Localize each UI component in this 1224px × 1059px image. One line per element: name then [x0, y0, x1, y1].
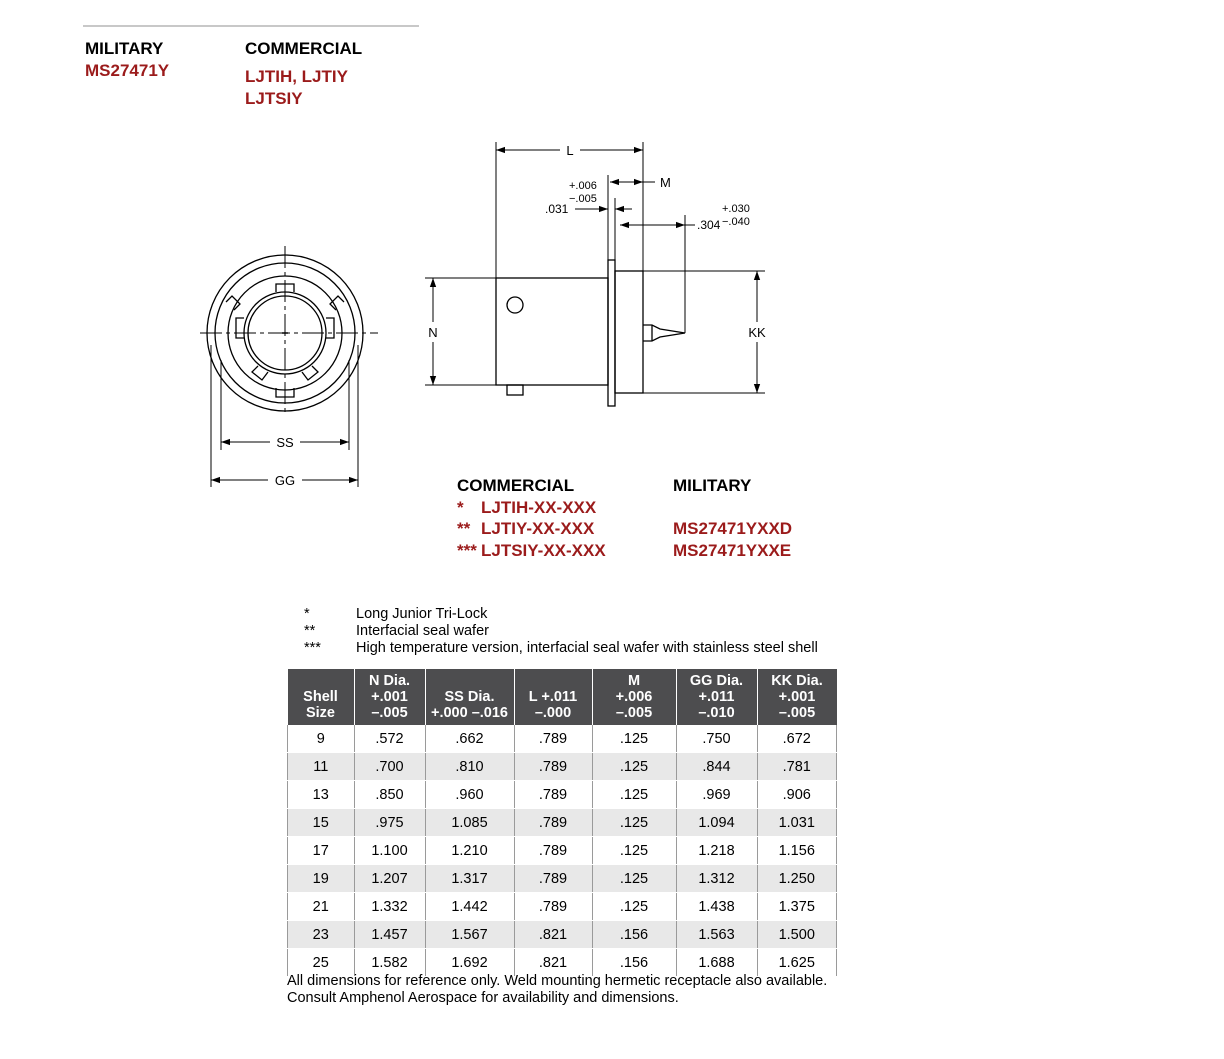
footnote-2-mark: ** [304, 623, 316, 639]
pn-row-2-stars: ** [457, 519, 471, 538]
pn-row-1-commercial: LJTIH-XX-XXX [481, 498, 597, 517]
pn-row-3-stars: *** [457, 541, 477, 560]
footnote-3-text: High temperature version, interfacial seal wafer with stainless steel shell [356, 640, 818, 656]
table-cell: .700 [354, 753, 425, 781]
pn-row-1-stars: * [457, 498, 464, 517]
table-cell: .125 [592, 893, 676, 921]
header-text: Shell [303, 689, 338, 705]
table-cell: .821 [514, 949, 592, 977]
header-text: N Dia. [368, 673, 411, 689]
table-cell: .850 [354, 781, 425, 809]
table-cell: .156 [592, 949, 676, 977]
table-cell: .789 [514, 725, 592, 753]
dim-m-label: M [660, 175, 671, 190]
table-cell: 1.438 [676, 893, 757, 921]
header-text: –.010 [698, 705, 735, 721]
note-line-1: All dimensions for reference only. Weld mounting hermetic receptacle also available. [287, 973, 828, 989]
table-row [288, 865, 837, 893]
table-cell: .789 [514, 837, 592, 865]
pn-row-2-military: MS27471YXXD [673, 519, 793, 538]
table-cell: .789 [514, 809, 592, 837]
table-cell: .125 [592, 781, 676, 809]
header-text: SS Dia. [444, 689, 495, 705]
table-cell: 1.332 [354, 893, 425, 921]
table-cell: 13 [288, 781, 355, 809]
table-cell: 1.250 [757, 865, 837, 893]
header-text: L +.011 [528, 689, 578, 705]
pn-row-3-commercial: LJTSIY-XX-XXX [481, 541, 606, 560]
pn-commercial-label: COMMERCIAL [457, 476, 575, 495]
table-cell: 1.031 [757, 809, 837, 837]
table-header-row [288, 669, 837, 725]
col-n-dia [354, 669, 425, 725]
table-cell: 1.207 [354, 865, 425, 893]
col-kk-dia [757, 669, 837, 725]
dim-l-label: L [566, 143, 574, 158]
table-cell: 15 [288, 809, 355, 837]
table-cell: 1.500 [757, 921, 837, 949]
footnote-2-text: Interfacial seal wafer [356, 623, 489, 639]
table-cell: 11 [288, 753, 355, 781]
table-cell: .821 [514, 921, 592, 949]
footnote-3-mark: *** [304, 640, 321, 656]
table-cell: 1.156 [757, 837, 837, 865]
table-cell: .781 [757, 753, 837, 781]
tol-031-plus: +.006 [569, 180, 597, 192]
table-body [288, 725, 837, 977]
tol-304-plus: +.030 [722, 203, 750, 215]
table-cell: 1.094 [676, 809, 757, 837]
tol-304-minus: −.040 [722, 216, 750, 228]
table-cell: .750 [676, 725, 757, 753]
header-text: –.005 [371, 705, 408, 721]
header-text: –.005 [778, 705, 816, 721]
table-cell: .156 [592, 921, 676, 949]
header-text: +.001 [371, 689, 408, 705]
col-shell-size [288, 669, 355, 725]
table-row [288, 781, 837, 809]
table-cell: .672 [757, 725, 837, 753]
table-cell: .789 [514, 893, 592, 921]
table-row [288, 753, 837, 781]
table-cell: .789 [514, 753, 592, 781]
table-cell: .125 [592, 809, 676, 837]
table-cell: 1.567 [425, 921, 514, 949]
table-cell: .969 [676, 781, 757, 809]
header-commercial-label: COMMERCIAL [245, 39, 363, 58]
footnote-1-text: Long Junior Tri-Lock [356, 606, 488, 622]
table-cell: 1.457 [354, 921, 425, 949]
table-cell: 1.582 [354, 949, 425, 977]
dim-kk-label: KK [748, 325, 766, 340]
footnote-1-mark: * [304, 606, 310, 622]
table-cell: 1.563 [676, 921, 757, 949]
header-text: GG Dia. [689, 673, 744, 689]
dim-gg-label: GG [274, 473, 296, 488]
table-cell: 1.692 [425, 949, 514, 977]
table-cell: .125 [592, 865, 676, 893]
table-row [288, 809, 837, 837]
tol-031-minus: −.005 [569, 193, 597, 205]
dim-031-value: .031 [545, 202, 569, 216]
col-m [592, 669, 676, 725]
dim-304-value: .304 [697, 218, 721, 232]
pn-row-2-commercial: LJTIY-XX-XXX [481, 519, 595, 538]
table-cell: 1.688 [676, 949, 757, 977]
pn-military-label: MILITARY [673, 476, 752, 495]
table-row [288, 725, 837, 753]
pn-row-3-military: MS27471YXXE [673, 541, 792, 560]
table-cell: 1.442 [425, 893, 514, 921]
table-cell: 1.312 [676, 865, 757, 893]
header-military-part: MS27471Y [85, 61, 170, 80]
table-cell: 1.375 [757, 893, 837, 921]
header-text: +.000 –.016 [430, 705, 508, 721]
header-text: +.001 [778, 689, 816, 705]
table-cell: 23 [288, 921, 355, 949]
table-row [288, 921, 837, 949]
table-cell: 1.085 [425, 809, 514, 837]
table-cell: .125 [592, 837, 676, 865]
table-cell: .844 [676, 753, 757, 781]
header-text: KK Dia. [771, 673, 823, 689]
front-view [200, 246, 378, 487]
table-cell: .906 [757, 781, 837, 809]
table-cell: .125 [592, 753, 676, 781]
table-cell: .662 [425, 725, 514, 753]
table-row [288, 893, 837, 921]
header-commercial-parts-1: LJTIH, LJTIY [245, 67, 348, 86]
table-cell: .789 [514, 781, 592, 809]
table-cell: .572 [354, 725, 425, 753]
col-gg-dia [676, 669, 757, 725]
table-cell: .960 [425, 781, 514, 809]
note-line-2: Consult Amphenol Aerospace for availability and dimensions. [287, 990, 679, 1006]
col-l [514, 669, 592, 725]
table-cell: 21 [288, 893, 355, 921]
header-text: M [627, 673, 641, 689]
header-commercial-parts-2: LJTSIY [245, 89, 303, 108]
table-cell: .125 [592, 725, 676, 753]
table-cell: 1.625 [757, 949, 837, 977]
table-cell: 25 [288, 949, 355, 977]
header-military-label: MILITARY [85, 39, 164, 58]
table-cell: .975 [354, 809, 425, 837]
table-cell: 19 [288, 865, 355, 893]
table-cell: 1.317 [425, 865, 514, 893]
table-cell: 9 [288, 725, 355, 753]
header-text: +.006 [615, 689, 653, 705]
table-cell: .789 [514, 865, 592, 893]
dimensions-table [287, 669, 837, 977]
table-cell: .810 [425, 753, 514, 781]
col-ss-dia [425, 669, 514, 725]
dim-ss-label: SS [276, 435, 294, 450]
header-text: –.000 [534, 705, 572, 721]
header-text: Size [305, 705, 335, 721]
table-cell: 1.100 [354, 837, 425, 865]
dim-n-label: N [428, 325, 438, 340]
table-cell: 17 [288, 837, 355, 865]
header-text: –.005 [615, 705, 653, 721]
table-cell: 1.210 [425, 837, 514, 865]
table-row [288, 837, 837, 865]
table-cell: 1.218 [676, 837, 757, 865]
header-text: +.011 [698, 689, 735, 705]
